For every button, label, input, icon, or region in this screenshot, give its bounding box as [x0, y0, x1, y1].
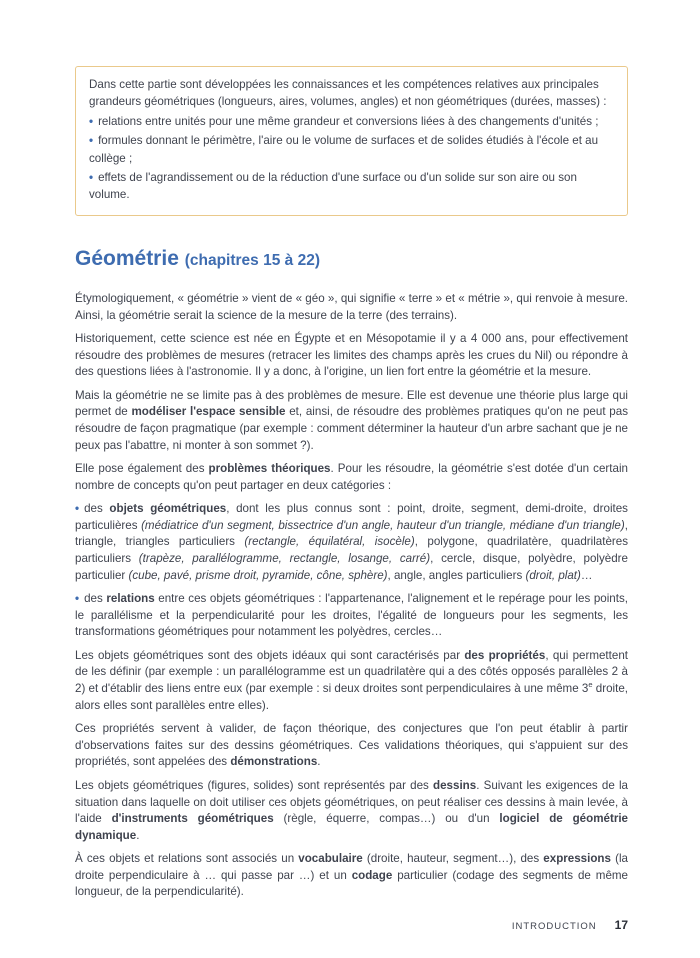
bullet-text: des objets géométriques, dont les plus connus sont : point, droite, segment, demi-droite, droites particulières (médiatrice d'un segment, bissectrice d'un angle, hauteur d'un triangle, médiane d'un triangle), triangle, triangles particuliers (rectangle, équilatéral, isocèle), polygone, quadrilatère, quadrilatères particuliers (trapèze, parallélogramme, rectangle, losange, carré), cercle, disque, polyèdre, polyèdre particulier (cube, pavé, prisme droit, pyramide, cône, sphère), angle, angles particuliers (droit, plat)… — [75, 502, 628, 582]
page-footer — [512, 918, 628, 932]
paragraph-etymology: Étymologiquement, « géométrie » vient de « géo », qui signifie « terre » et « métrie », qui renvoie à mesure. Ainsi, la géométrie serait la science de la mesure de la terre (des terrains). — [75, 291, 628, 322]
page-number: 17 — [614, 918, 628, 932]
bullet-text: formules donnant le périmètre, l'aire ou le volume de surfaces et de solides étudiés à l'école et au collège ; — [89, 134, 599, 165]
heading-title: Géométrie — [75, 246, 179, 270]
intro-box-bullet — [89, 169, 614, 204]
intro-box-bullet — [89, 113, 614, 130]
intro-box-lead: Dans cette partie sont développées les connaissances et les compétences relatives aux principales grandeurs géométriques (longueurs, aires, volumes, angles) et non géométriques (durées, masses) : — [89, 78, 607, 109]
bullet-objects — [75, 501, 628, 584]
bullet-icon: • — [89, 114, 94, 128]
bullet-icon: • — [89, 170, 94, 184]
bullet-icon: • — [75, 502, 80, 516]
intro-box-bullet — [89, 132, 614, 167]
main-content — [75, 291, 628, 901]
footer-section-label: INTRODUCTION — [511, 921, 597, 932]
bullet-text: des relations entre ces objets géométriques : l'appartenance, l'alignement et le repérage pour les points, le parallélisme et la perpendicularité pour les droites, l'égalité de longueurs pour les segments, les transformations géométriques pour notamment les polyèdres, cercles… — [75, 592, 628, 639]
section-heading — [75, 246, 628, 271]
bullet-icon: • — [75, 592, 80, 606]
paragraph-drawings: Les objets géométriques (figures, solides) sont représentés par des dessins. Suivant les exigences de la situation dans laquelle on doit utiliser ces objets géométriques, on peut réaliser ces dessins à main levée, à l'aide d'instruments géométriques (règle, équerre, compas…) ou d'un logiciel de géométrie dynamique. — [75, 778, 629, 842]
paragraph-theoretical-problems: Elle pose également des problèmes théoriques. Pour les résoudre, la géométrie s'est dotée d'un certain nombre de concepts qu'on peut partager en deux catégories : — [75, 462, 628, 492]
paragraph-properties: Les objets géométriques sont des objets idéaux qui sont caractérisés par des propriétés, qui permettent de les définir (par exemple : un parallélogramme est un quadrilatère qui a des côtés opposés parallèles 2 à 2) et d'établir des liens entre eux (par exemple : si deux droites sont perpendiculaires à une même 3e droite, alors elles sont parallèles entre elles). — [75, 648, 628, 712]
bullet-icon: • — [89, 134, 94, 148]
bullet-text: relations entre unités pour une même grandeur et conversions liées à des changements d'unités ; — [98, 114, 599, 128]
bullet-relations — [75, 591, 628, 641]
paragraph-history: Historiquement, cette science est née en Égypte et en Mésopotamie il y a 4 000 ans, pour effectivement résoudre des problèmes de mesures (retracer les limites des champs après les crues du Nil) ou répondre à des questions liées à l'astronomie. Il y a donc, à l'origine, un lien fort entre la géométrie et la mesure. — [75, 332, 628, 379]
heading-subtitle: (chapitres 15 à 22) — [184, 251, 320, 269]
paragraph-modelling: Mais la géométrie ne se limite pas à des problèmes de mesure. Elle est devenue une théorie plus large qui permet de modéliser l'espace sensible et, ainsi, de résoudre des problèmes pratiques qu'on ne peut pas résoudre de façon pragmatique (par exemple : comment déterminer la hauteur d'un arbre sachant que je ne peux pas l'abattre, ni monter à son sommet ?). — [75, 388, 628, 452]
bullet-text: effets de l'agrandissement ou de la réduction d'une surface ou d'un solide sur son aire ou son volume. — [89, 170, 577, 202]
paragraph-vocabulary: À ces objets et relations sont associés un vocabulaire (droite, hauteur, segment…), des expressions (la droite perpendiculaire à … qui passe par …) et un codage particulier (codage des segments de même longueur, de la perpendicularité). — [75, 852, 629, 899]
intro-box — [75, 66, 628, 216]
paragraph-demonstrations: Ces propriétés servent à valider, de façon théorique, des conjectures que l'on peut établir à partir d'observations faites sur des dessins géométriques. Ces validations théoriques, qui s'appuient sur des propriétés, sont appelées des démonstrations. — [75, 722, 628, 769]
